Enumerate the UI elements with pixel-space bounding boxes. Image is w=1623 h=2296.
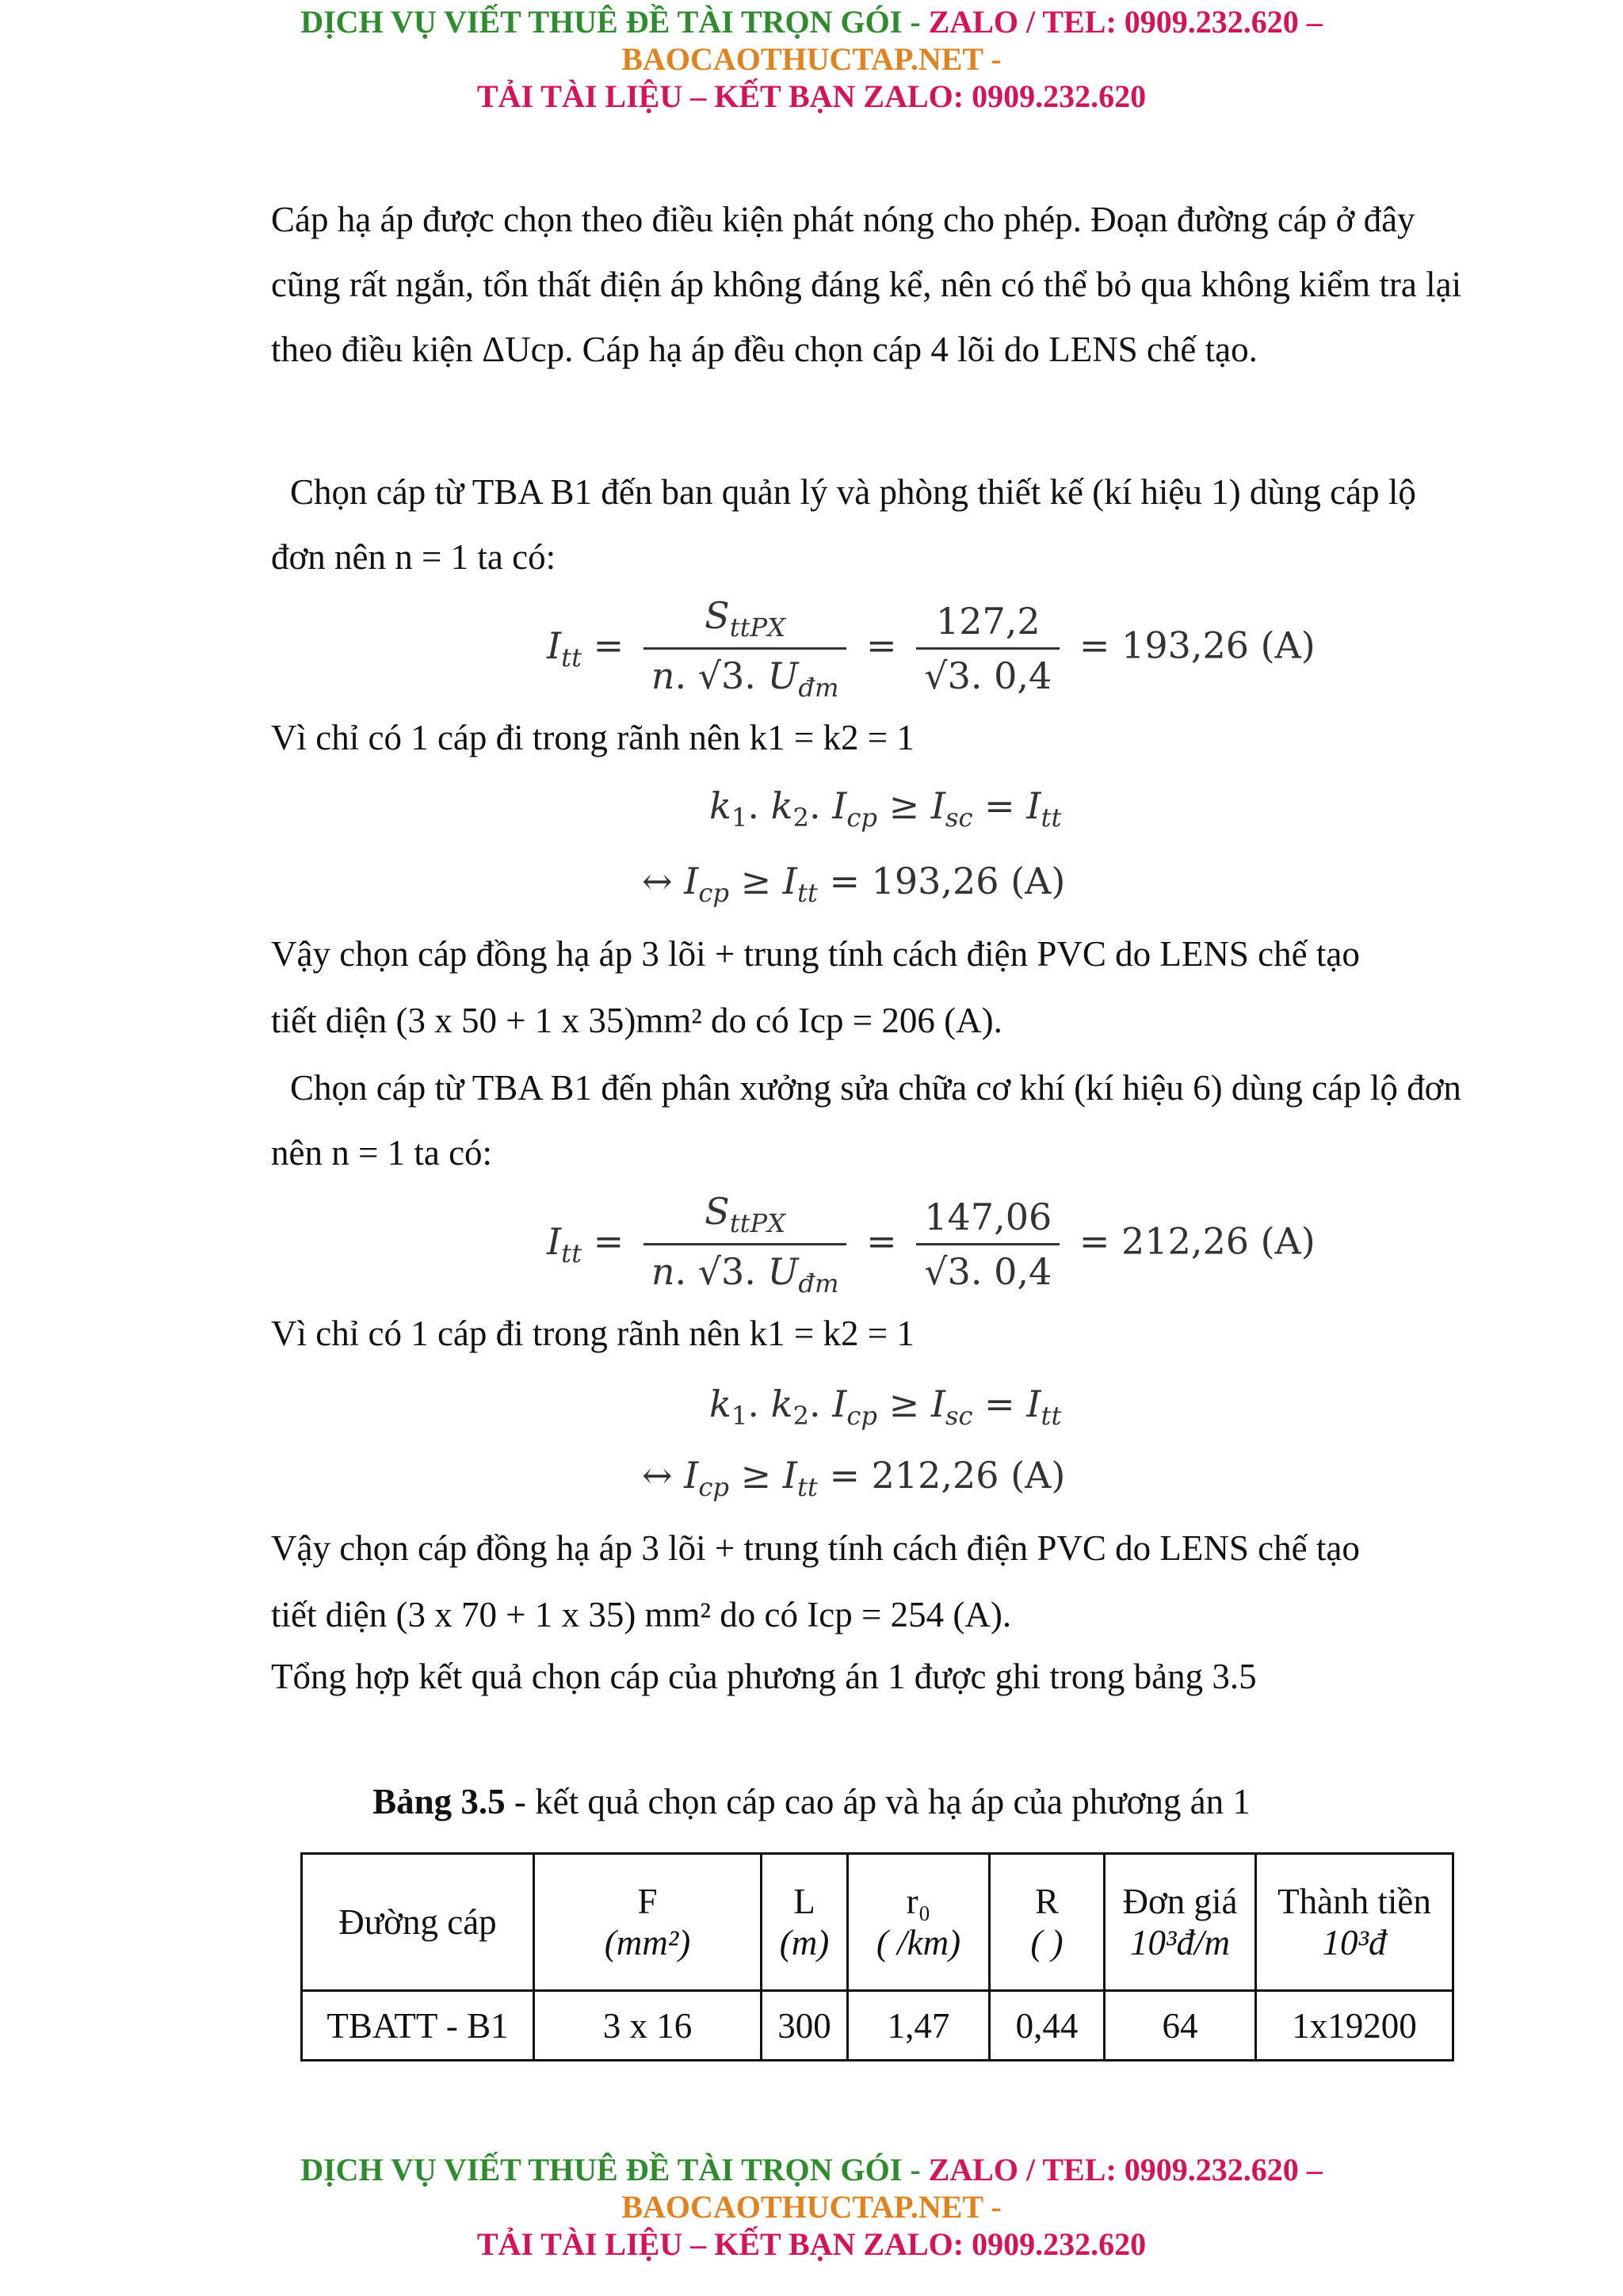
header-cell: r₀ ( /km) <box>848 1854 990 1991</box>
section2-formula-result: = 212,26 (A) <box>1079 1219 1316 1263</box>
banner-line-1: DỊCH VỤ VIẾT THUÊ ĐỀ TÀI TRỌN GÓI - ZALO / TEL: 0909.232.620 – <box>300 4 1323 40</box>
section1-formula-result: = 193,26 (A) <box>1079 624 1316 667</box>
section2-conclusion-2: tiết diện (3 x 70 + 1 x 35) mm² do có Icp = 254 (A). <box>271 1595 1012 1634</box>
footer-line-2[interactable]: BAOCAOTHUCTAP.NET - <box>621 2189 1002 2225</box>
table-cell: TBATT - B1 <box>302 1991 534 2061</box>
table-caption-text: - kết quả chọn cáp cao áp và hạ áp của phương án 1 <box>505 1782 1251 1821</box>
banner-line-2[interactable]: BAOCAOTHUCTAP.NET - <box>621 41 1002 77</box>
intro-paragraph: Cáp hạ áp được chọn theo điều kiện phát nóng cho phép. Đoạn đường cáp ở đây cũng rất ngắn, tổn thất điện áp không đáng kể, nên có thể bỏ qua không kiểm tra lại theo điều kiện ΔUcp. Cáp hạ áp đều chọn cáp 4 lõi do LENS chế tạo. <box>271 200 1462 369</box>
table-cell: 1,47 <box>848 1991 990 2061</box>
header-banner <box>0 3 1623 115</box>
table-cell: 0,44 <box>990 1991 1105 2061</box>
section1-conclusion-2: tiết diện (3 x 50 + 1 x 35)mm² do có Icp = 206 (A). <box>271 1001 1002 1040</box>
header-cell: L (m) <box>762 1854 848 1991</box>
section1-ineq2: ↔ $I_{cp} \ge I_{tt} = 193,26$ (A) <box>642 860 1066 909</box>
section2-intro: Chọn cáp từ TBA B1 đến phân xưởng sửa chữa cơ khí (kí hiệu 6) dùng cáp lộ đơn nên n = 1 ta có: <box>271 1068 1461 1173</box>
banner-line-3: TẢI TÀI LIỆU – KẾT BẠN ZALO: 0909.232.620 <box>476 78 1147 114</box>
section2-k-line: Vì chỉ có 1 cáp đi trong rãnh nên k1 = k2 = 1 <box>271 1314 915 1353</box>
table-row <box>302 1991 1453 2061</box>
table-cell: 300 <box>762 1991 848 2061</box>
header-cell: Đơn giá 10³đ/m <box>1105 1854 1256 1991</box>
table-cell: 1x19200 <box>1256 1991 1453 2061</box>
footer-line-1: DỊCH VỤ VIẾT THUÊ ĐỀ TÀI TRỌN GÓI - ZALO / TEL: 0909.232.620 – <box>300 2152 1323 2187</box>
table-cell: 3 x 16 <box>534 1991 762 2061</box>
header-cell: R ( ) <box>990 1854 1105 1991</box>
table-caption <box>0 1781 1623 1822</box>
section1-k-line: Vì chỉ có 1 cáp đi trong rãnh nên k1 = k2 = 1 <box>271 718 915 757</box>
cable-results-table <box>300 1852 1454 2061</box>
summary-line: Tổng hợp kết quả chọn cáp của phương án 1 được ghi trong bảng 3.5 <box>271 1657 1257 1696</box>
section1-conclusion-1: Vậy chọn cáp đồng hạ áp 3 lõi + trung tính cách điện PVC do LENS chế tạo <box>271 934 1360 974</box>
header-cell: Thành tiền 10³đ <box>1256 1854 1453 1991</box>
header-cell: F (mm²) <box>534 1854 762 1991</box>
footer-line-3: TẢI TÀI LIỆU – KẾT BẠN ZALO: 0909.232.620 <box>476 2226 1147 2262</box>
section1-intro: Chọn cáp từ TBA B1 đến ban quản lý và phòng thiết kế (kí hiệu 1) dùng cáp lộ đơn nên n = 1 ta có: <box>271 472 1416 577</box>
table-caption-label: Bảng 3.5 <box>372 1782 506 1821</box>
footer-banner <box>0 2151 1623 2263</box>
table-cell: 64 <box>1105 1991 1256 2061</box>
section2-conclusion-1: Vậy chọn cáp đồng hạ áp 3 lõi + trung tính cách điện PVC do LENS chế tạo <box>271 1528 1360 1568</box>
header-cell: Đường cáp <box>302 1854 534 1991</box>
section2-ineq1: $k_1$. $k_2$. $I_{cp} \ge I_{sc} = I_{tt}$ <box>709 1383 1062 1432</box>
table-header-row <box>302 1854 1453 1991</box>
section1-numerator: 127,2 <box>916 600 1060 650</box>
section2-formula-itt: $I_{tt}$ = $\frac{S_{ttPX}}{n. √3. U_{đm}}$ = $\frac{147,06}{√3. 0,4}$ = 212,26 (A) <box>547 1190 1316 1299</box>
section1-ineq1: $k_1$. $k_2$. $I_{cp} \ge I_{sc} = I_{tt}$ <box>709 784 1062 833</box>
section1-formula-itt: $I_{tt}$ = $\frac{S_{ttPX}}{n. √3. U_{đm}}$ = $\frac{127,2}{√3. 0,4}$ = 193,26 (A) <box>547 594 1316 704</box>
section2-ineq2: ↔ $I_{cp} \ge I_{tt} = 212,26$ (A) <box>642 1454 1066 1503</box>
section2-numerator: 147,06 <box>916 1196 1060 1245</box>
